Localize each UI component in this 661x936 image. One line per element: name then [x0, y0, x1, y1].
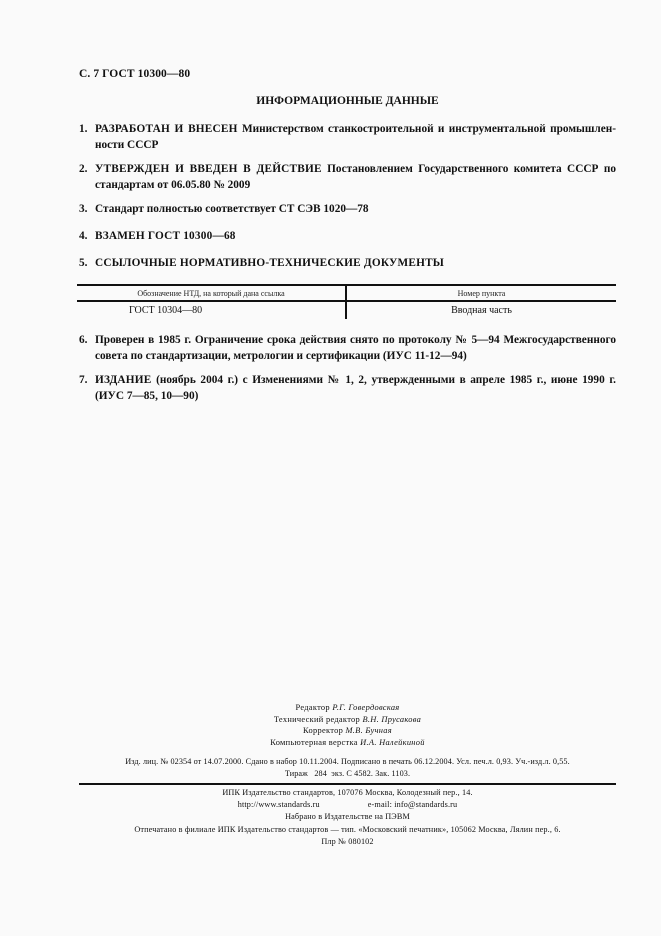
credit-proofreader [79, 725, 616, 737]
item-body: Проверен в 1985 г. Ограничение срока действия снято по протоколу № 5—94 Межгосударственного совета по стандартизации, метрологии и сертификации (ИУС 11-12—94) [95, 334, 616, 362]
info-item-3 [79, 202, 616, 218]
item-number: 2. [79, 163, 88, 175]
item-number: 4. [79, 230, 88, 242]
info-item-2 [79, 162, 616, 193]
credit-name: Р.Г. Говердовская [332, 703, 400, 712]
info-item-4 [79, 229, 616, 245]
credit-tech-editor [79, 714, 616, 726]
item-caps: УТВЕРЖДЕН И ВВЕДЕН В ДЕЙСТВИЕ [95, 163, 322, 175]
editorial-credits [79, 702, 616, 749]
item-text [95, 256, 616, 272]
publisher-website-link[interactable]: http://www.standards.ru [237, 800, 320, 810]
item-caps: ВЗАМЕН ГОСТ 10300—68 [95, 230, 236, 242]
publisher-address: ИПК Издательство стандартов, 107076 Москва, Колодезный пер., 14. [222, 788, 473, 797]
publisher-plr: Плр № 080102 [321, 836, 374, 846]
pubinfo-line-2: Тираж 284 экз. С 4582. Зак. 1103. [284, 768, 411, 778]
publisher-info [74, 787, 621, 848]
item-text [95, 229, 616, 245]
item-text [95, 122, 616, 153]
document-title: ИНФОРМАЦИОННЫЕ ДАННЫЕ [256, 95, 439, 107]
item-caps: ССЫЛОЧНЫЕ НОРМАТИВНО-ТЕХНИЧЕСКИЕ ДОКУМЕНТЫ [95, 257, 445, 269]
item-text [95, 373, 616, 404]
publisher-typeset: Набрано в Издательстве на ПЭВМ [285, 812, 410, 822]
credit-role: Редактор [295, 703, 330, 712]
reference-table [77, 284, 616, 320]
info-item-5 [79, 256, 616, 272]
item-text [95, 162, 616, 193]
info-item-7 [79, 373, 616, 404]
item-number: 5. [79, 257, 88, 269]
credit-name: В.Н. Прусакова [362, 714, 422, 724]
item-number: 6. [79, 334, 88, 346]
item-body: (ноябрь 2004 г.) с Изменениями № 1, 2, утвержденными в апреле 1985 г., июне 1990 г. (ИУС 7—85, 10—90) [95, 374, 616, 402]
credit-role: Технический редактор [273, 714, 361, 724]
imprint-divider [79, 783, 616, 785]
publisher-email-link[interactable]: e-mail: info@standards.ru [367, 800, 458, 810]
item-number: 7. [79, 374, 88, 386]
item-body: Министерством станкостроительной и инструментальной промышлен-ности СССР [95, 123, 617, 151]
publisher-printed: Отпечатано в филиале ИПК Издательство стандартов — тип. «Московский печатник», 105062 Москва, Лялин пер., 6. [134, 824, 561, 834]
item-number: 1. [79, 123, 88, 135]
credit-role: Компьютерная верстка [270, 738, 358, 748]
item-body: Стандарт полностью соответствует СТ СЭВ 1020—78 [95, 203, 369, 215]
credit-role: Корректор [303, 726, 344, 736]
item-text [95, 333, 616, 364]
credit-name: И.А. Налейкиной [360, 738, 425, 748]
publisher-contacts [74, 799, 621, 811]
table-header-ntd: Обозначение НТД, на который дана ссылка [137, 289, 285, 298]
credit-name: М.В. Бучная [345, 726, 392, 736]
table-cell-ntd: ГОСТ 10304—80 [129, 305, 203, 316]
page-header: С. 7 ГОСТ 10300—80 [79, 68, 191, 80]
pubinfo-line-1: Изд. лиц. № 02354 от 14.07.2000. Сдано в набор 10.11.2004. Подписано в печать 06.12.2004. Усл. печ.л. 0,93. Уч.-изд.л. 0,55. [125, 757, 570, 766]
item-body: Постановлением Государственного комитета СССР по стандартам от 06.05.80 № 2009 [95, 163, 616, 191]
info-item-1 [79, 122, 616, 153]
table-cell-clause: Вводная часть [451, 305, 512, 316]
credit-editor [79, 702, 616, 714]
table-header-clause: Номер пункта [457, 289, 506, 298]
item-caps: РАЗРАБОТАН И ВНЕСЕН [95, 123, 238, 135]
credit-layout [79, 737, 616, 749]
item-number: 3. [79, 203, 88, 215]
item-text [95, 202, 616, 218]
publication-info [74, 756, 621, 779]
info-item-6 [79, 333, 616, 364]
item-caps: ИЗДАНИЕ [95, 374, 152, 386]
